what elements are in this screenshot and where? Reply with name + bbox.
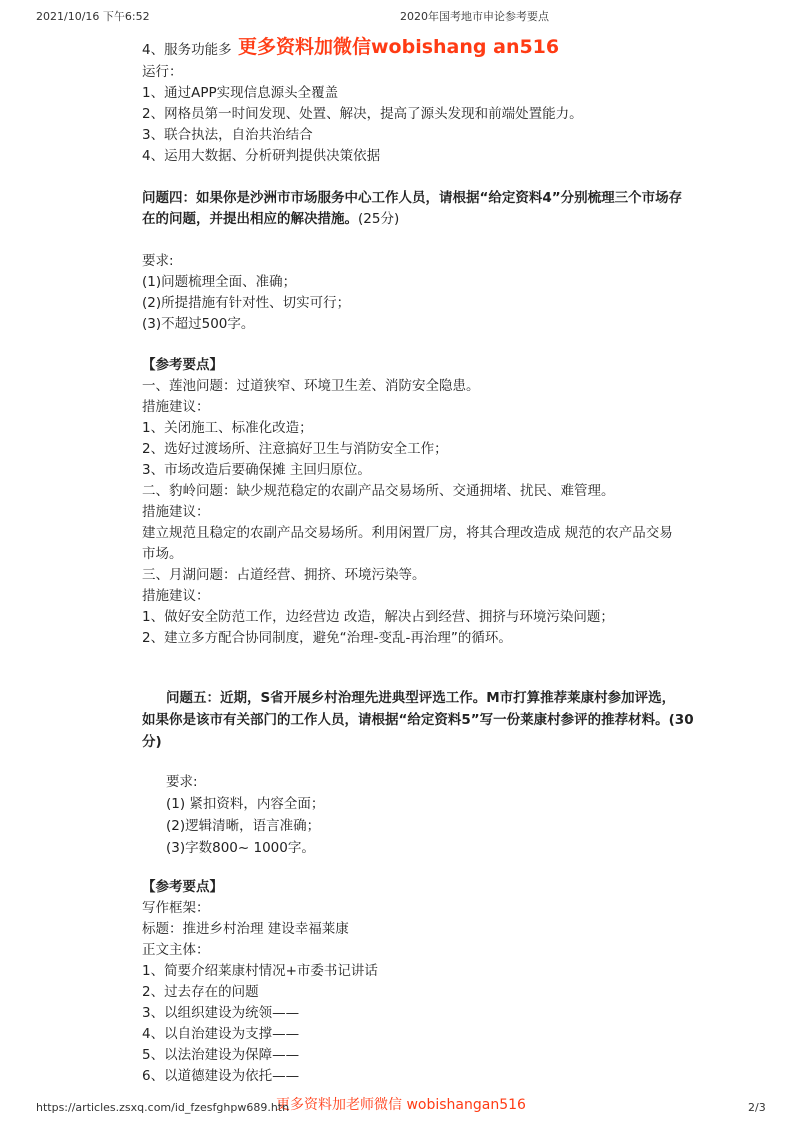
q4-answer-line: 二、豹岭问题：缺少规范稳定的农副产品交易场所、交通拥堵、扰民、难管理。 (142, 483, 615, 499)
q5-requirement: (2)逻辑清晰，语言准确； (166, 818, 321, 834)
q4-answer-line: 2、建立多方配合协同制度，避免“治理-变乱-再治理”的循环。 (142, 630, 512, 646)
q4-answer-line: 1、做好安全防范工作，边经营边 改造，解决占到经营、拥挤与环境污染问题； (142, 609, 614, 625)
q4-question-line (142, 210, 399, 228)
service-item: 4、服务功能多 (142, 42, 232, 58)
q4-answer-line: 建立规范且稳定的农副产品交易场所。利用闲置厂房，将其合理改造成 规范的农产品交易 (142, 525, 673, 541)
q4-answer-line: 措施建议： (142, 588, 210, 604)
q5-answer-line: 4、以自治建设为支撑—— (142, 1026, 300, 1042)
q5-reference-label: 【参考要点】 (142, 879, 223, 895)
q5-answer-line: 正文主体： (142, 942, 210, 958)
q4-reference-label: 【参考要点】 (142, 357, 223, 373)
q4-question-text: ：如果你是沙洲市市场服务中心工作人员，请根据“给定资料4”分别梳理三个市场存 (182, 190, 683, 206)
q4-answer-line: 1、关闭施工、标准化改造； (142, 420, 313, 436)
q5-question-line (166, 689, 675, 707)
q4-answer-line: 2、选好过渡场所、注意搞好卫生与消防安全工作； (142, 441, 448, 457)
q5-question-line: 分) (142, 734, 162, 750)
watermark-top: 更多资料加微信wobishang an516 (238, 36, 560, 58)
q4-requirement: (3)不超过500字。 (142, 316, 255, 332)
q5-requirement: (1) 紧扣资料，内容全面； (166, 796, 325, 812)
run-item: 4、运用大数据、分析研判提供决策依据 (142, 148, 381, 164)
q5-question-line: 如果你是该市有关部门的工作人员，请根据“给定资料5”写一份莱康村参评的推荐材料。(30 (142, 712, 694, 728)
q4-requirements-label: 要求: (142, 253, 174, 269)
run-label: 运行： (142, 64, 183, 80)
q5-requirement: (3)字数800~ 1000字。 (166, 840, 315, 856)
q5-requirements-label: 要求: (166, 774, 198, 790)
q5-answer-line: 6、以道德建设为依托—— (142, 1068, 300, 1084)
q5-question-text: ：近期，S省开展乡村治理先进典型评选工作。M市打算推荐莱康村参加评选， (206, 690, 676, 706)
q5-answer-line: 1、简要介绍莱康村情况+市委书记讲话 (142, 963, 378, 979)
footer-page-number: 2/3 (748, 1101, 766, 1114)
q4-answer-line: 3、市场改造后要确保摊 主回归原位。 (142, 462, 371, 478)
run-item: 3、联合执法，自治共治结合 (142, 127, 313, 143)
watermark-bottom: 更多资料加老师微信 wobishangan516 (276, 1097, 526, 1113)
run-item: 2、网格员第一时间发现、处置、解决，提高了源头发现和前端处置能力。 (142, 106, 583, 122)
run-item: 1、通过APP实现信息源头全覆盖 (142, 85, 339, 101)
q4-question-text: 在的问题，并提出相应的解决措施。 (142, 211, 358, 227)
q5-label: 问题五 (166, 690, 207, 706)
q4-answer-line: 措施建议： (142, 399, 210, 415)
q5-answer-line: 5、以法治建设为保障—— (142, 1047, 300, 1063)
q4-requirement: (1)问题梳理全面、准确； (142, 274, 297, 290)
q4-answer-line: 措施建议： (142, 504, 210, 520)
q4-answer-line: 三、月湖问题：占道经营、拥挤、环境污染等。 (142, 567, 426, 583)
print-header-title: 2020年国考地市申论参考要点 (400, 10, 549, 23)
q4-points: (25分) (358, 211, 400, 227)
q4-question-line (142, 189, 682, 207)
q4-requirement: (2)所提措施有针对性、切实可行； (142, 295, 351, 311)
q4-answer-line: 市场。 (142, 546, 183, 562)
q5-answer-line: 标题：推进乡村治理 建设幸福莱康 (142, 921, 349, 937)
q5-answer-line: 3、以组织建设为统领—— (142, 1005, 300, 1021)
q4-answer-line: 一、莲池问题：过道狭窄、环境卫生差、消防安全隐患。 (142, 378, 480, 394)
q4-label: 问题四 (142, 190, 183, 206)
footer-url: https://articles.zsxq.com/id_fzesfghpw689.htn (36, 1101, 290, 1114)
print-datetime: 2021/10/16 下午6:52 (36, 10, 150, 23)
q5-answer-line: 2、过去存在的问题 (142, 984, 259, 1000)
q5-answer-line: 写作框架： (142, 900, 210, 916)
